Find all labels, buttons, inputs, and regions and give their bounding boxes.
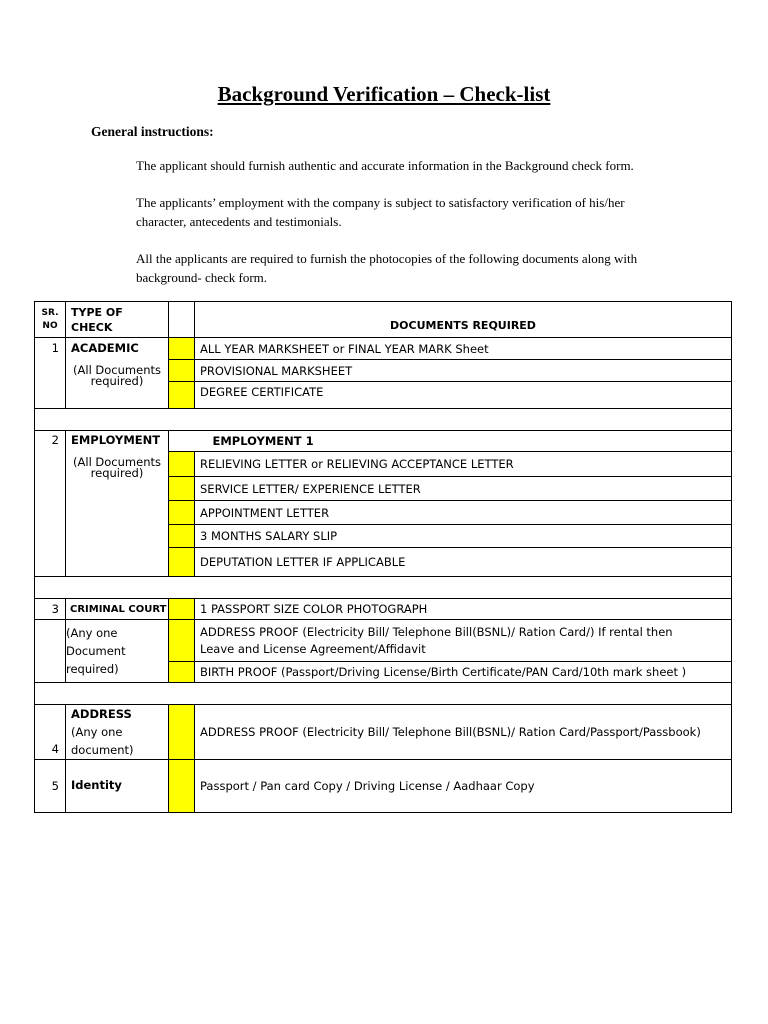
page-title: Background Verification – Check-list	[217, 82, 551, 106]
employment-doc-2: SERVICE LETTER/ EXPERIENCE LETTER	[195, 477, 732, 501]
table-row	[35, 620, 732, 662]
checkbox-cell[interactable]	[169, 599, 195, 620]
academic-type: ACADEMIC	[71, 341, 139, 355]
checkbox-cell[interactable]	[169, 662, 195, 683]
checkbox-cell[interactable]	[169, 705, 195, 760]
checkbox-cell[interactable]	[169, 760, 195, 813]
checkbox-cell[interactable]	[169, 620, 195, 662]
checkbox-cell[interactable]	[169, 360, 195, 382]
employment-sub-header: EMPLOYMENT 1	[195, 431, 732, 452]
checklist-table	[34, 301, 732, 813]
table-row	[35, 705, 732, 760]
header-type-of-check: TYPE OF CHECK	[66, 302, 169, 338]
criminal-sr-no: 3	[35, 599, 66, 620]
criminal-doc-3: BIRTH PROOF (Passport/Driving License/Birth Certificate/PAN Card/10th mark sheet )	[195, 662, 732, 683]
instruction-paragraph-1: The applicant should furnish authentic and accurate information in the Background check form.	[136, 158, 634, 173]
identity-type: Identity	[66, 760, 169, 813]
employment-type: EMPLOYMENT	[71, 433, 161, 447]
checkbox-cell[interactable]	[169, 338, 195, 360]
address-sr-no: 4	[35, 705, 66, 760]
employment-type-cell	[66, 431, 169, 577]
criminal-note: (Any one Document required)	[66, 620, 169, 683]
spacer-row	[35, 683, 732, 705]
table-row	[35, 760, 732, 813]
table-row	[35, 599, 732, 620]
academic-type-cell	[66, 338, 169, 409]
academic-doc-1: ALL YEAR MARKSHEET or FINAL YEAR MARK Sheet	[195, 338, 732, 360]
address-type: ADDRESS	[71, 707, 132, 721]
employment-doc-1: RELIEVING LETTER or RELIEVING ACCEPTANCE LETTER	[195, 452, 732, 477]
checkbox-cell[interactable]	[169, 548, 195, 577]
spacer-row	[35, 409, 732, 431]
criminal-doc-2: ADDRESS PROOF (Electricity Bill/ Telephone Bill(BSNL)/ Ration Card/) If rental then Leave and License Agreement/Affidavit	[195, 620, 732, 662]
instruction-paragraph-3: All the applicants are required to furnish the photocopies of the following documents along with background- check form.	[136, 251, 638, 285]
identity-doc: Passport / Pan card Copy / Driving License / Aadhaar Copy	[195, 760, 732, 813]
criminal-type: CRIMINAL COURT	[66, 599, 169, 620]
blank-cell	[169, 431, 195, 452]
general-instructions-label: General instructions:	[91, 124, 214, 139]
academic-doc-2: PROVISIONAL MARKSHEET	[195, 360, 732, 382]
checkbox-cell[interactable]	[169, 382, 195, 409]
address-type-cell: ADDRESS (Any one document)	[66, 705, 169, 760]
criminal-sr-blank	[35, 620, 66, 683]
table-row	[35, 338, 732, 360]
employment-doc-5: DEPUTATION LETTER IF APPLICABLE	[195, 548, 732, 577]
table-row	[35, 431, 732, 452]
address-doc: ADDRESS PROOF (Electricity Bill/ Telephone Bill(BSNL)/ Ration Card/Passport/Passbook)	[195, 705, 732, 760]
academic-doc-3: DEGREE CERTIFICATE	[195, 382, 732, 409]
employment-doc-4: 3 MONTHS SALARY SLIP	[195, 525, 732, 548]
table-header-row	[35, 302, 732, 338]
checkbox-cell[interactable]	[169, 477, 195, 501]
instruction-paragraph-2: The applicants’ employment with the company is subject to satisfactory verification of his/her character, antecedents and testimonials.	[136, 195, 625, 229]
checkbox-cell[interactable]	[169, 525, 195, 548]
academic-note: (All Documents required)	[73, 363, 161, 388]
criminal-doc-1: 1 PASSPORT SIZE COLOR PHOTOGRAPH	[195, 599, 732, 620]
checkbox-cell[interactable]	[169, 501, 195, 525]
employment-sr-no: 2	[35, 431, 66, 577]
checkbox-cell[interactable]	[169, 452, 195, 477]
spacer-row	[35, 577, 732, 599]
academic-sr-no: 1	[35, 338, 66, 409]
header-sr-no: SR. NO	[35, 302, 66, 338]
header-mark-cell	[169, 302, 195, 338]
header-documents-required: DOCUMENTS REQUIRED	[195, 302, 732, 338]
identity-sr-no: 5	[35, 760, 66, 813]
employment-note: (All Documents required)	[73, 455, 161, 480]
employment-doc-3: APPOINTMENT LETTER	[195, 501, 732, 525]
